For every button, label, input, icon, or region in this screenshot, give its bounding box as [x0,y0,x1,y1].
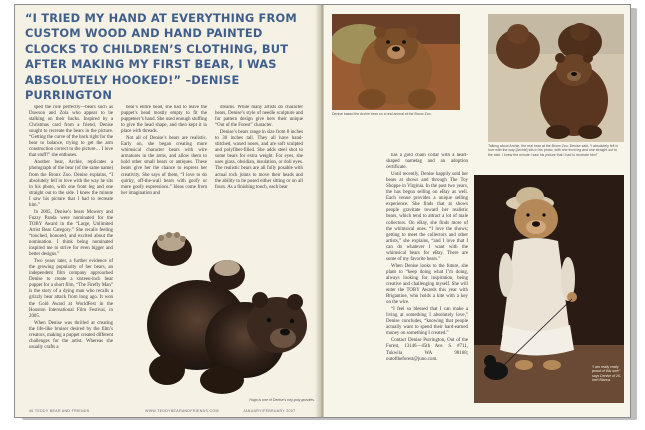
article-column-3 [215,105,303,211]
zoo-bears-photo [488,14,624,142]
paragraph: Contact Denise Purrington, Out of the Forest, 13146—45th Ave. S. #711, Tukwila WA 98168; outoftheforest@juno.com. [386,338,468,362]
paragraph: sped the role perfectly—bears such as Dawson and Zola who appear to be stalking on their backs. Inspired by a Christmas card from a friend, Denise sought to recreate the bears in the picture. “Getting the curve of the back right for the bear to balance, trying to get the arm construction correct to the picture… I love that stuff!” she enthuses. [29,105,113,159]
paragraph: Until recently, Denise happily sold her bears at shows and through The Toy Shoppe in Virginia. In the past two years, the has begun selling on eBay as well. Each venue provides a unique selling experience. She finds that at shows people gravitate toward her realistic bears, which tend to attract a lot of male collectors. On eBay, she finds more of the whimsical ones. “I love the shows; getting to meet the collectors and other artists,” she explains, “and I love that I can do whatever I want with the whimsical bears for eBay. There are some of my favorite bears.” [386,172,468,262]
paragraph: Not all of Denise’s bears are realistic. Early on, she began creating more whimsical character bears with wire armatures in the arms, and allow them to hold other small bears or antiques. These bears give her the chance to express her creativity. She says of them, “I love to do quirky, off-the-wall bears with goofy or more goofy expressions.” Ideas come from her imagination and [121,136,207,196]
paragraph: Denise’s bears range in size from 8 inches to 30 inches tall. They all have hand-stitched, waxed noses, and are soft sculpted and polyfiber-filled. She adds steel shot to some bears for extra weight. For eyes, she uses glass, obsidian, insulation, or doll eyes. The realistic bears are all fully posable with actual rock joints to move their heads and the ability to be posed either sitting or on all fours. As a finishing touch, each bear [215,130,303,190]
right-page [324,5,630,417]
paragraph: “I feel so blessed that I can make a living at something I absolutely love,” Denise concludes, “knowing that people actually want to spend their hard-earned money on something I created.” [386,307,468,337]
magazine-spread [14,4,631,418]
archie-bear-photo [332,14,460,110]
paragraph: In 2005, Denise’s bears Mowery and Fuzzy Panda were nominated for the TOBY Award in the “Large, Unlimited Artist Bear Category.” She recalls feeling “touched, honored, and excited about the nomination. I think being nominated inspired me to strive for even bigger and better designs.” [29,209,113,258]
paragraph: When Denise looks to the future, she plans to “keep doing what I’m doing, always looking for inspiration, being creative and challenging myself. She will enter the TOBY Awards this year with Brigantine, who holds a kite with a key on the wire. [386,263,468,306]
paragraph: When Denise was thrilled at creating the life-like bruiser desired by the film’s creators, making a puppet created different challenges for the artist. Whereas she usually crafts a [29,320,113,350]
photo-caption: Talking about Archie, the real bear at the Bronx Zoo, Denise said, “I absolutely fell in love with the way [Archie] sits in his photo, with one front leg and one straight out to the side. I knew the minute I saw his picture that I had to recreate him!” [488,144,618,157]
paragraph: has a gold chain collar with a heart-shaped nametag and an adoption certificate. [386,153,468,171]
pull-quote: “I TRIED MY HAND AT EVERYTHING FROM CUSTOM WOOD AND HAND PAINTED CLOCKS TO CHILDREN’S CLOTHING, BUT AFTER MAKING MY FIRST BEAR, I WAS ABSOLUTELY HOOKED!” –DENISE PURRINGTON [25,11,297,103]
paragraph: Two years later, a further evidence of the growing popularity of her bears, an independent film company approached Denise to create a sixteen-inch bear puppet for a short film, “The Firefly Man” is the story of a dying man who recalls a grizzly bear attack from long ago. It won the Gold Award at WorldFest in the Houston International Film Festival, in 2005. [29,259,113,319]
photo-caption: Denise based the Archie bear on a real animal at the Bronx Zoo. [332,112,432,116]
folio-page-number: 46 TEDDY BEAR AND FRIENDS [29,409,90,413]
folio-website: WWW.TEDDYBEARANDFRIENDS.COM [145,409,219,413]
paragraph: Another bear, Archie, replicates a photograph of the bear (of the same name) from the Bronx Zoo. Denise explains, “I absolutely fell in love with the way he sits in his photo, with one front leg and one straight out to the side. I knew the minute I saw his picture that I had to recreate him.” [29,160,113,208]
paragraph: bear’s entire head, she had to leave the puppet’s head mostly empty to fit the puppeteer’s hand. She used enough stuffing to give the head shape, and then kept it in place with threads. [121,105,207,135]
photo-caption: “I am really really proud of this one!” says Denise of 26-inch Bianca. [592,365,621,383]
article-column-1 [29,105,113,405]
paragraph: dreams. While many artists do character bears, Denise’s style of needle sculpture and fur pattern design give hers their unique “Out of the Forest” character. [215,105,303,129]
left-page [15,5,321,417]
photo-caption: Hugo is one of Denise’s roly-poly grizzlies. [249,398,315,402]
article-column-4 [386,153,468,393]
grizzly-bear-photo [127,220,313,405]
folio-date: JANUARY/FEBRUARY 2007 [243,409,296,413]
article-column-2 [121,105,207,201]
